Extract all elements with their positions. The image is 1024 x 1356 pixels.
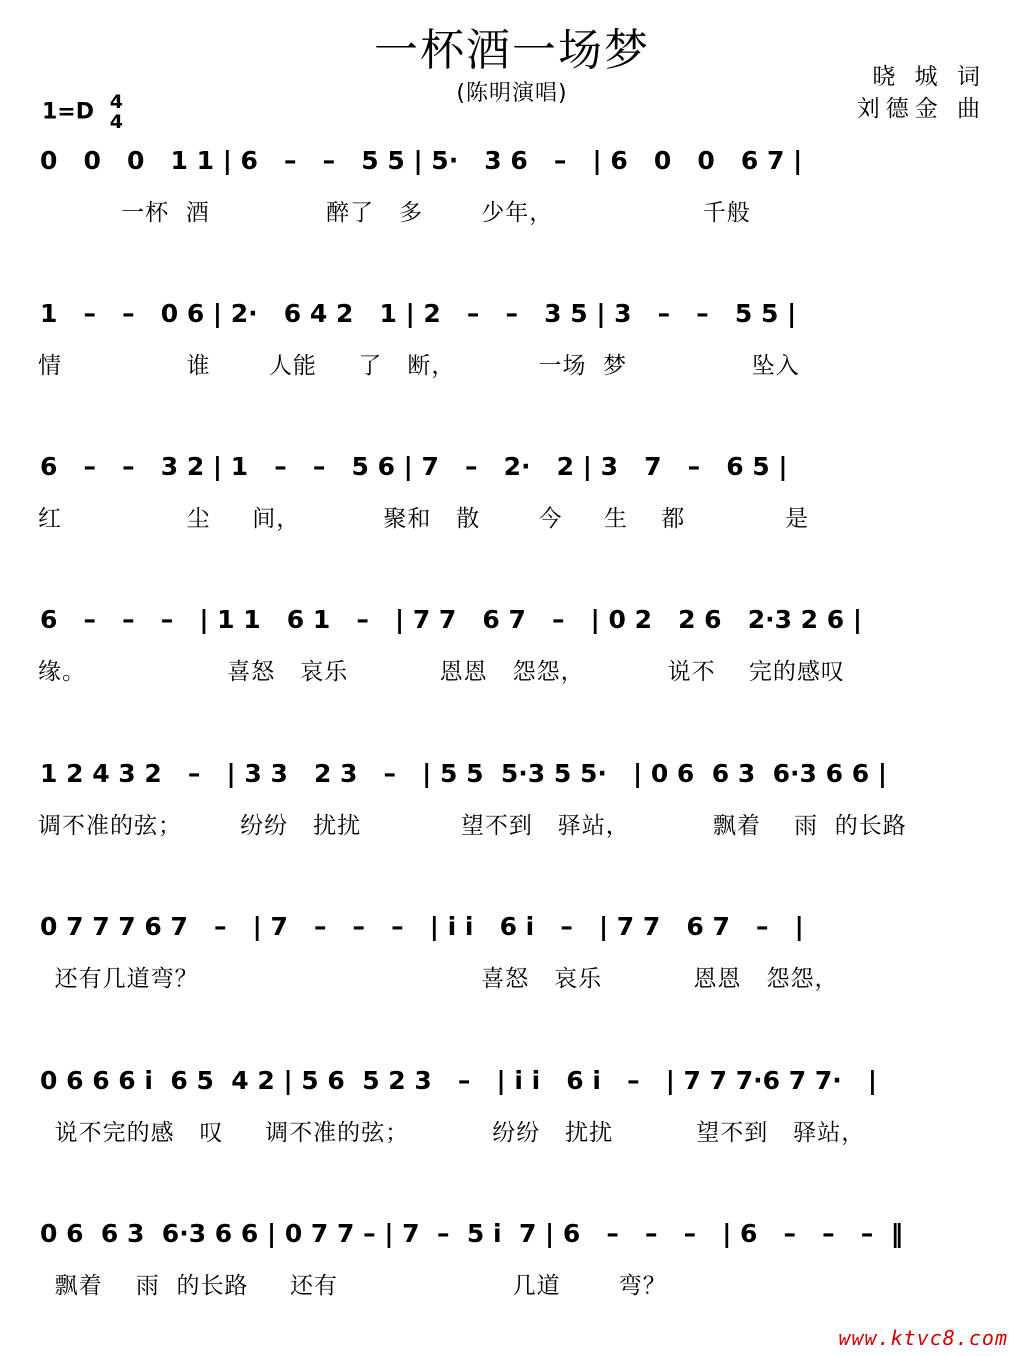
time-signature <box>110 92 123 132</box>
notation-line: 0 7 7 7 6 7 – | 7 – – – | i i 6 i – | 7 7 6 7 – | <box>40 912 804 941</box>
lyric-line: 还有几道弯？ 喜怒 哀乐 恩恩 怨怨， <box>38 966 839 992</box>
watermark-link[interactable]: www.ktvc8.com <box>838 1326 1008 1350</box>
notation-line: 0 0 0 1 1 | 6 – – 5 5 | 5· 3 6 – | 6 0 0 6 7 | <box>40 146 803 175</box>
key-label: 1=D <box>42 99 95 125</box>
performer-subtitle: (陈明演唱) <box>456 81 568 106</box>
notation-line: 1 – – 0 6 | 2· 6 4 2 1 | 2 – – 3 5 | 3 – – 5 5 | <box>40 299 797 328</box>
score-system <box>0 146 1024 276</box>
song-title: 一杯酒一场梦 <box>374 25 650 76</box>
notation-line: 6 – – – | 1 1 6 1 – | 7 7 6 7 – | 0 2 2 6 2·3 2 6 | <box>40 605 863 634</box>
lyric-line: 飘着 雨 的长路 还有 几道 弯？ <box>38 1273 667 1299</box>
time-signature-top: 4 <box>109 91 123 113</box>
notation-line: 6 – – 3 2 | 1 – – 5 6 | 7 – 2· 2 | 3 7 – 6 5 | <box>40 452 788 481</box>
score-system <box>0 299 1024 429</box>
lyricist-credit: 晓 城 词 <box>872 64 986 90</box>
lyric-line: 情 谁 人能 了 断， 一场 梦 坠入 <box>38 353 800 379</box>
notation-line: 1 2 4 3 2 – | 3 3 2 3 – | 5 5 5·3 5 5· | 0 6 6 3 6·3 6 6 | <box>40 759 887 788</box>
lyric-line: 缘。 喜怒 哀乐 恩恩 怨怨， 说不 完的感叹 <box>38 659 845 685</box>
notation-line: 0 6 6 3 6·3 6 6 | 0 7 7 – | 7 – 5 i 7 | 6 – – – | 6 – – – ‖ <box>40 1219 904 1248</box>
key-signature <box>42 92 123 132</box>
score-system <box>0 759 1024 889</box>
lyric-line: 红 尘 间， 聚和 散 今 生 都 是 <box>38 506 809 532</box>
score-system <box>0 605 1024 735</box>
lyric-line: 说不完的感 叹 调不准的弦； 纷纷 扰扰 望不到 驿站， <box>38 1120 866 1146</box>
score-system <box>0 452 1024 582</box>
lyric-line: 调不准的弦； 纷纷 扰扰 望不到 驿站， 飘着 雨 的长路 <box>38 813 907 839</box>
notation-line: 0 6 6 6 i 6 5 4 2 | 5 6 5 2 3 – | i i 6 i – | 7 7 7·6 7 7· | <box>40 1066 877 1095</box>
score-system <box>0 912 1024 1042</box>
time-signature-bottom: 4 <box>109 111 123 133</box>
composer-credit: 刘德金 曲 <box>856 96 986 122</box>
lyric-line: 一杯 酒 醉了 多 少年， 千般 <box>38 200 751 226</box>
score-system <box>0 1066 1024 1196</box>
